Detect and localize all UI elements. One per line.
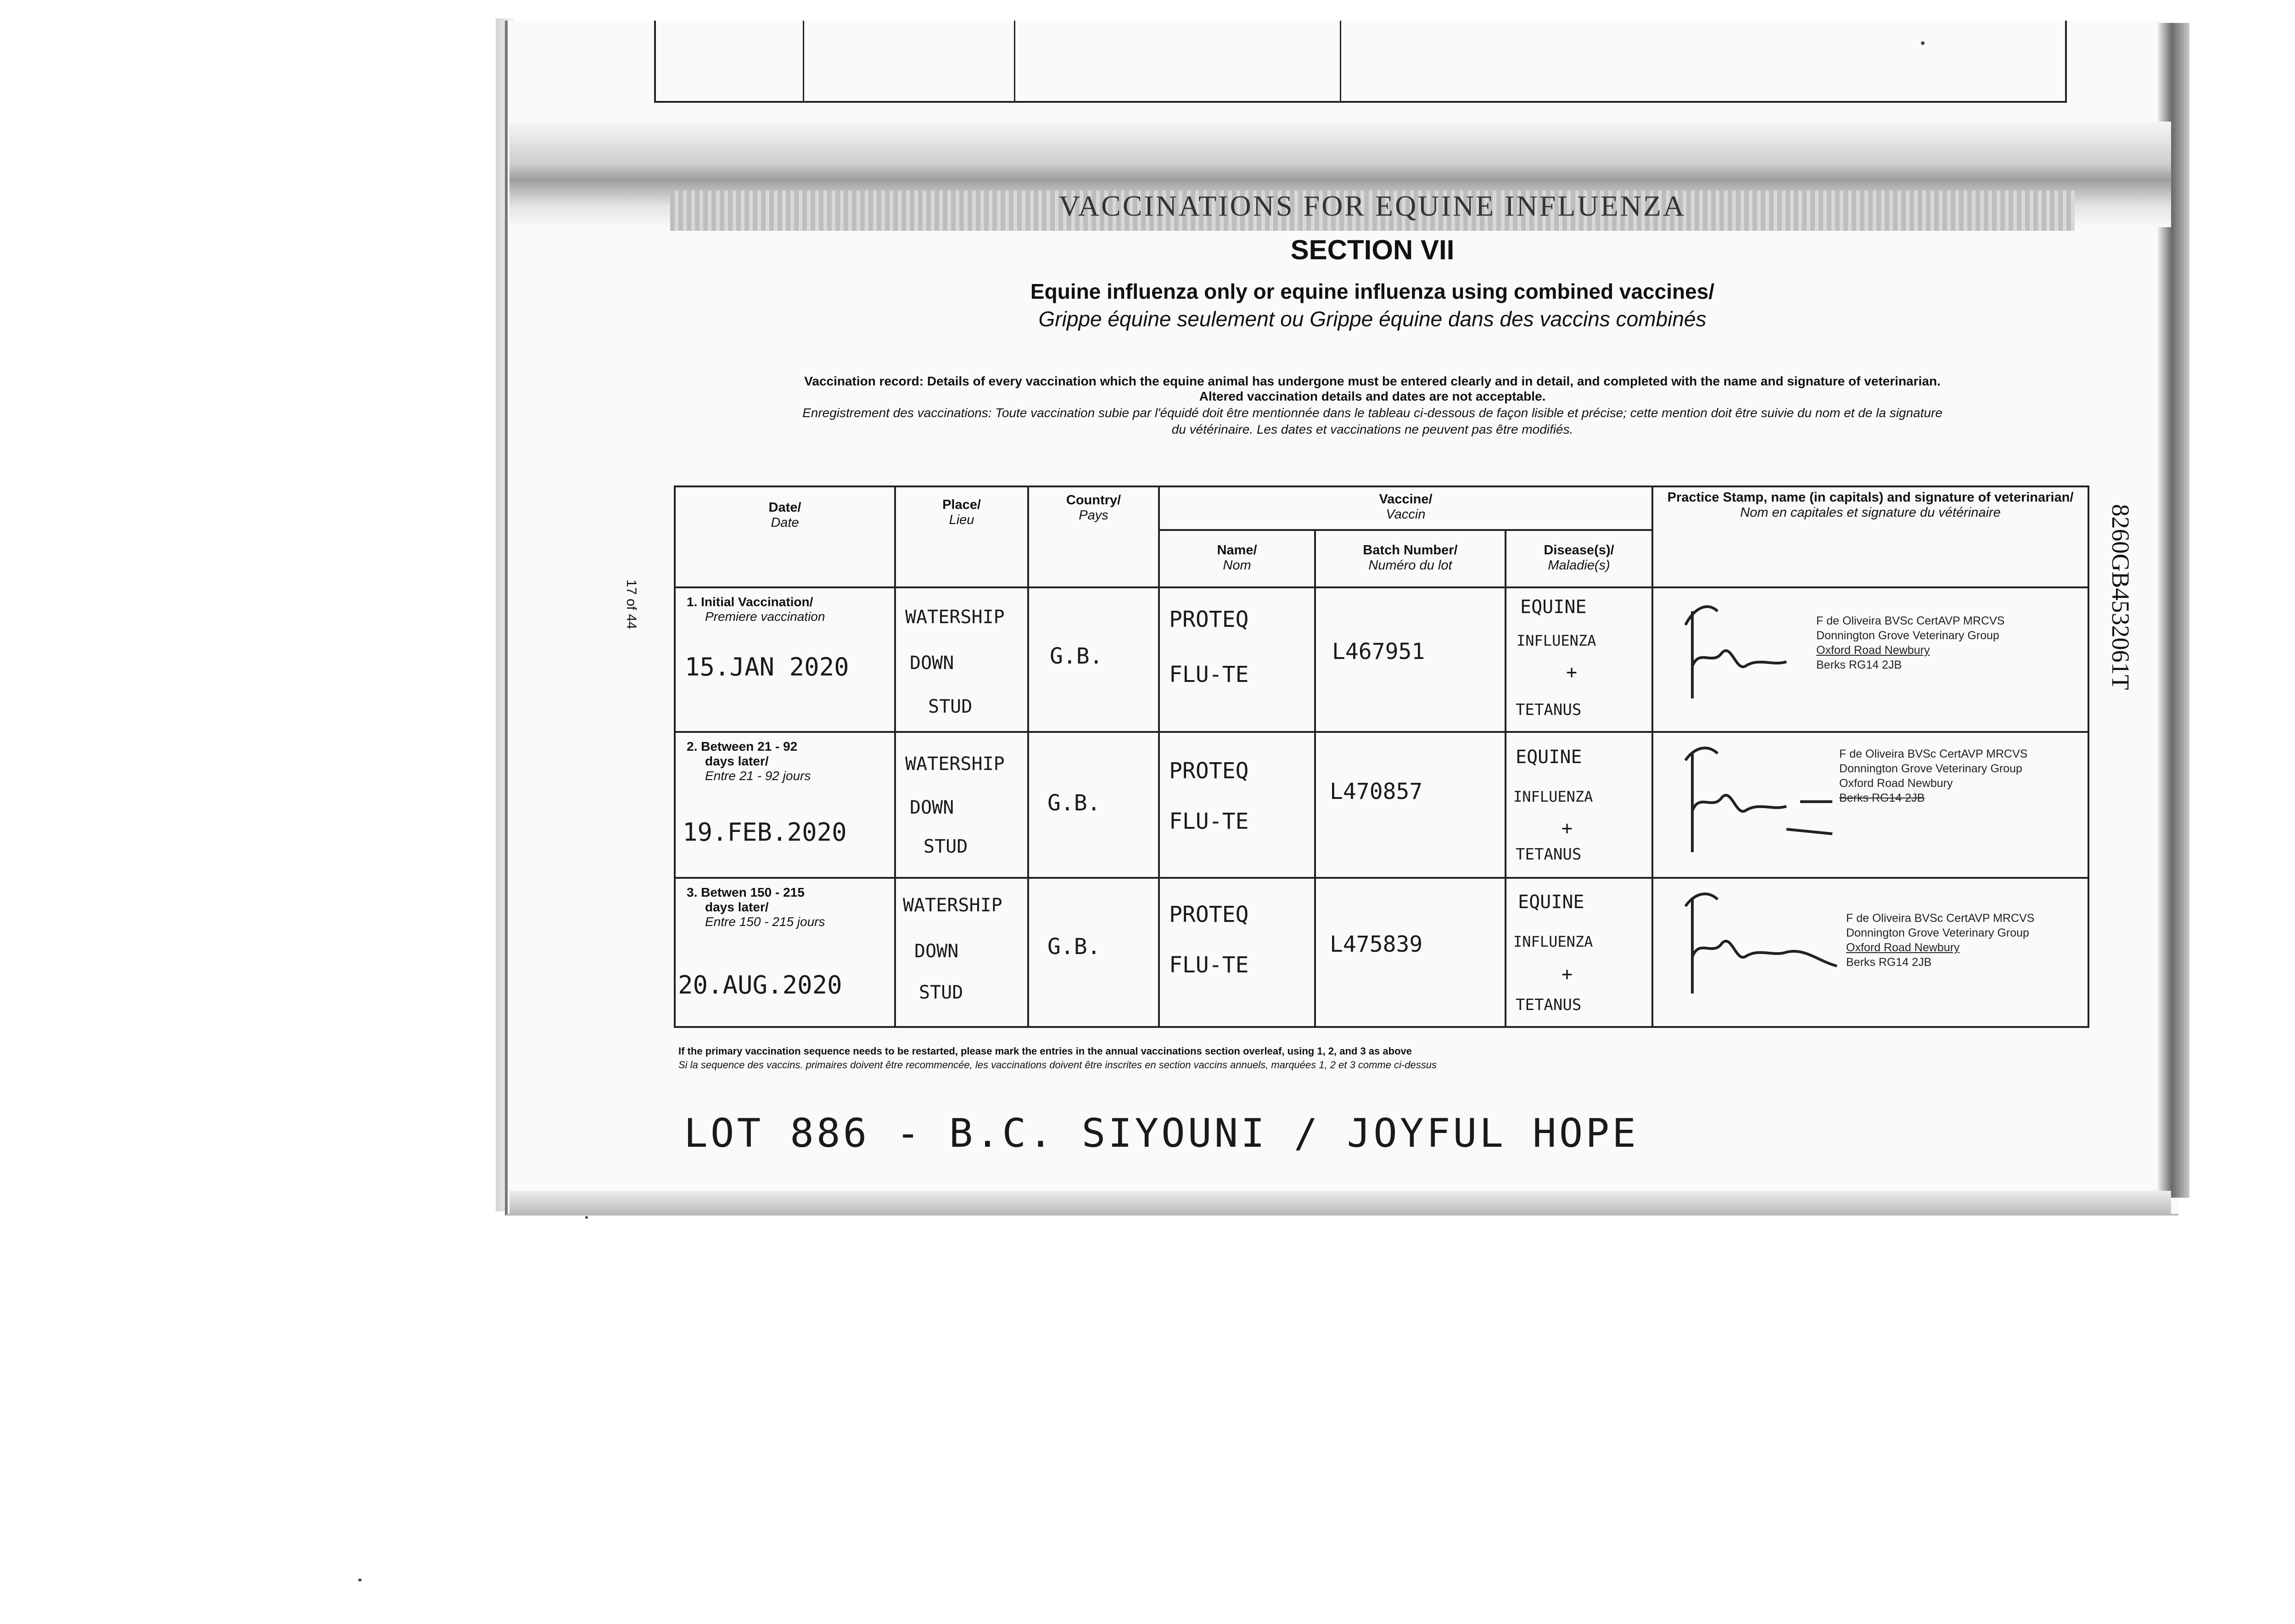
disease-line: INFLUENZA (1513, 788, 1593, 805)
disease-cell (1506, 732, 1652, 878)
place-line: DOWN (910, 653, 954, 674)
disease-cell (1506, 587, 1652, 732)
row-label-cell (675, 732, 895, 878)
header-place: Place/ Lieu (895, 486, 1028, 587)
vaccine-name-line: PROTEQ (1169, 758, 1249, 784)
record-note-en-2: Altered vaccination details and dates are not acceptable. (1199, 389, 1546, 403)
row-label-en: days later/ (705, 754, 769, 768)
header-disease: Disease(s)/ Maladie(s) (1506, 530, 1652, 587)
vaccine-name-line: PROTEQ (1169, 607, 1249, 632)
disease-line: EQUINE (1516, 747, 1582, 768)
vet-signature (1667, 742, 1842, 861)
place-line: STUD (919, 982, 963, 1003)
country: G.B. (1047, 934, 1101, 960)
batch-cell (1315, 878, 1506, 1027)
vet-stamp: F de Oliveira BVSc CertAVP MRCVS Donnington Grove Veterinary Group Oxford Road Newbury Berks RG14 2JB (1816, 614, 2005, 671)
country-cell (1028, 587, 1159, 732)
vaccine-name-line: PROTEQ (1169, 902, 1249, 927)
vaccine-name-line: FLU-TE (1169, 662, 1249, 687)
vaccine-name-cell (1159, 878, 1315, 1027)
record-note-fr-2: du vétérinaire. Les dates et vaccinations ne peuvent pas être modifiés. (1171, 422, 1573, 436)
header-date: Date/ Date (675, 486, 895, 587)
table-row (675, 878, 2088, 1027)
scan-speck (585, 1216, 588, 1219)
batch-number: L470857 (1330, 779, 1423, 804)
disease-cell (1506, 878, 1652, 1027)
row-label-en: days later/ (705, 900, 769, 914)
batch-cell (1315, 587, 1506, 732)
vet-stamp: F de Oliveira BVSc CertAVP MRCVS Donnington Grove Veterinary Group Oxford Road Newbury Berks RG14 2JB (1846, 912, 2035, 969)
place-cell (895, 732, 1028, 878)
disease-line: INFLUENZA (1513, 933, 1593, 950)
disease-line: + (1562, 964, 1573, 985)
record-note-fr-1: Enregistrement des vaccinations: Toute vaccination subie par l'équidé doit être mentionnée dans le tableau ci-dessous de façon lisible et précise; cette mention doit être suivie du nom et de la signature (802, 406, 1942, 420)
place-cell (895, 587, 1028, 732)
scan-speck (1921, 41, 1925, 45)
footnote-fr: Si la sequence des vaccins. primaires doivent être recommencée, les vaccinations doivent être inscrites en section vaccins annuels, marquées 1, 2 et 3 comme ci-dessus (678, 1059, 1437, 1071)
disease-line: + (1562, 818, 1573, 839)
header-batch-number: Batch Number/ Numéro du lot (1315, 530, 1506, 587)
disease-line: TETANUS (1516, 996, 1582, 1014)
vaccine-name-line: FLU-TE (1169, 809, 1249, 834)
handwritten-lot-note: LOT 886 - B.C. SIYOUNI / JOYFUL HOPE (684, 1111, 1639, 1156)
page-bottom-shadow (509, 1191, 2171, 1214)
header-country: Country/ Pays (1028, 486, 1159, 587)
vet-stamp-cell (1652, 878, 2088, 1027)
vaccination-date: 15.JAN 2020 (685, 653, 849, 681)
disease-line: TETANUS (1516, 845, 1582, 864)
row-label-cell (675, 878, 895, 1027)
section-title: SECTION VII (1290, 234, 1455, 265)
vet-stamp: F de Oliveira BVSc CertAVP MRCVS Donnington Grove Veterinary Group Oxford Road Newbury Berks RG14 2JB (1839, 748, 2028, 804)
row-label-fr: Entre 21 - 92 jours (705, 769, 811, 783)
row-label-en: 1. Initial Vaccination/ (687, 595, 813, 609)
disease-line: EQUINE (1520, 597, 1587, 618)
disease-line: EQUINE (1518, 892, 1584, 913)
vet-signature (1667, 597, 1805, 708)
country-cell (1028, 732, 1159, 878)
band-title: VACCINATIONS FOR EQUINE INFLUENZA (1058, 190, 1686, 222)
batch-cell (1315, 732, 1506, 878)
row-label-fr: Entre 150 - 215 jours (705, 915, 825, 929)
previous-table-remnant (654, 21, 2067, 103)
batch-number: L475839 (1330, 932, 1423, 957)
vet-stamp-cell (1652, 732, 2088, 878)
row-label-cell (675, 587, 895, 732)
table-row (675, 732, 2088, 878)
header-vaccine-name: Name/ Nom (1159, 530, 1315, 587)
row-label-en: 2. Between 21 - 92 (687, 739, 798, 753)
place-line: WATERSHIP (903, 895, 1002, 916)
table-row (675, 587, 2088, 732)
vaccine-name-line: FLU-TE (1169, 952, 1249, 978)
batch-number: L467951 (1332, 639, 1425, 664)
vaccination-date: 19.FEB.2020 (683, 818, 847, 847)
passport-number: 8260GB4532061T (2107, 504, 2134, 690)
scan-speck (358, 1579, 362, 1581)
country: G.B. (1047, 790, 1101, 816)
vet-signature (1667, 888, 1842, 1007)
country: G.B. (1050, 643, 1103, 669)
page-number: 17 of 44 (624, 579, 639, 630)
subtitle-fr: Grippe équine seulement ou Grippe équine dans des vaccins combinés (1038, 307, 1707, 331)
vaccination-date: 20.AUG.2020 (678, 971, 842, 999)
disease-line: TETANUS (1516, 701, 1582, 719)
row-label-en: 3. Betwen 150 - 215 (687, 885, 805, 899)
place-cell (895, 878, 1028, 1027)
place-line: WATERSHIP (905, 753, 1005, 775)
footnote-en: If the primary vaccination sequence needs to be restarted, please mark the entries in the annual vaccinations section overleaf, using 1, 2, and 3 as above (678, 1045, 1412, 1057)
place-line: WATERSHIP (905, 607, 1005, 628)
header-practice-stamp: Practice Stamp, name (in capitals) and signature of veterinarian/ Nom en capitales et signature du vétérinaire (1652, 486, 2088, 587)
place-line: DOWN (914, 941, 959, 962)
place-line: STUD (928, 696, 973, 717)
vet-stamp-cell (1652, 587, 2088, 732)
vaccination-table (674, 486, 2089, 1028)
place-line: DOWN (910, 797, 954, 818)
row-label-fr: Premiere vaccination (705, 609, 825, 624)
country-cell (1028, 878, 1159, 1027)
record-note-en-1: Vaccination record: Details of every vaccination which the equine animal has undergone must be entered clearly and in detail, and completed with the name and signature of veterinarian. (804, 374, 1941, 388)
vaccine-name-cell (1159, 732, 1315, 878)
vaccine-name-cell (1159, 587, 1315, 732)
header-vaccine: Vaccine/ Vaccin (1159, 486, 1652, 530)
disease-line: INFLUENZA (1517, 632, 1596, 649)
place-line: STUD (924, 836, 968, 857)
subtitle-en: Equine influenza only or equine influenza using combined vaccines/ (1030, 279, 1715, 303)
disease-line: + (1566, 662, 1578, 683)
